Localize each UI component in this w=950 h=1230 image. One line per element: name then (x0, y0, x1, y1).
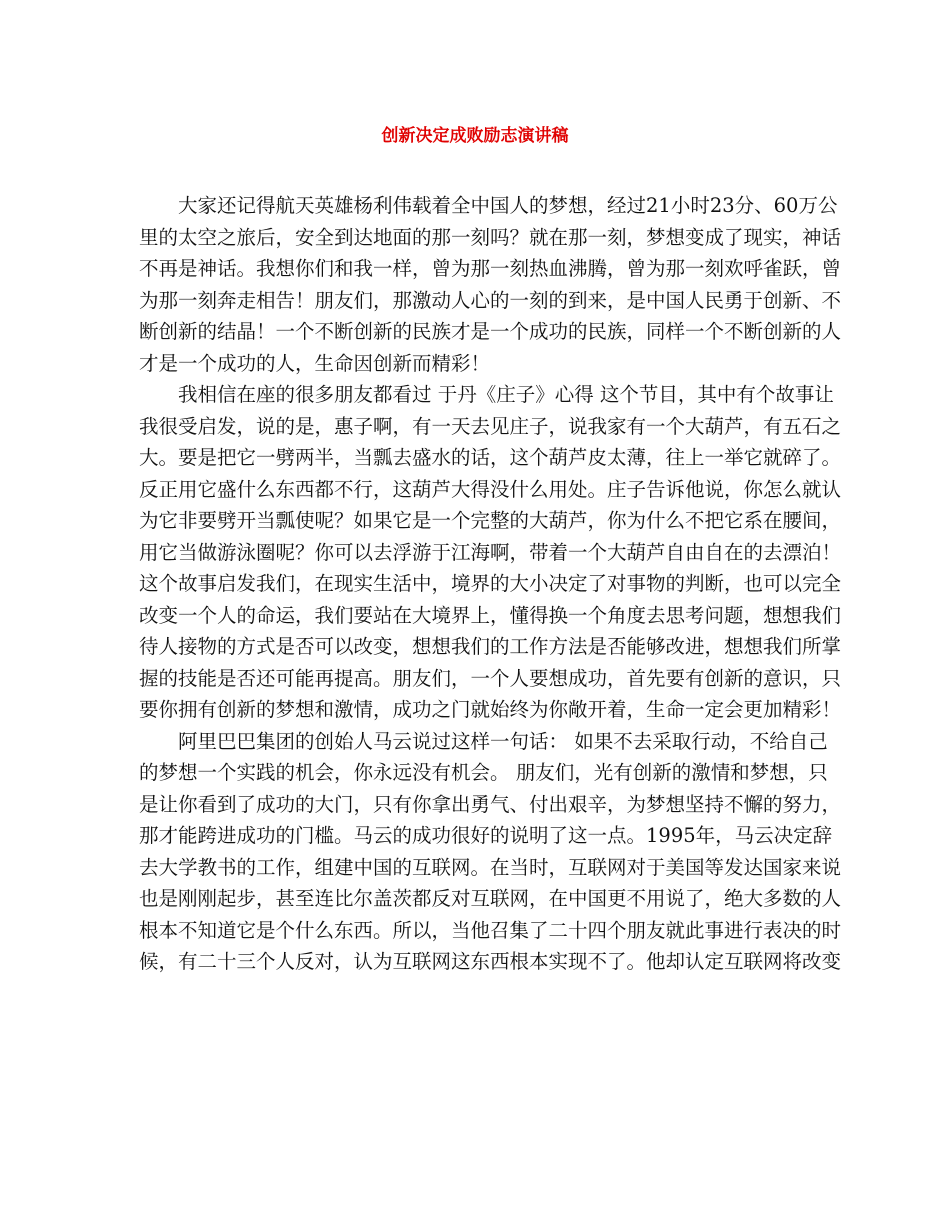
document-title: 创新决定成败励志演讲稿 (381, 126, 569, 146)
text-line: 大。要是把它一劈两半，当瓢去盛水的话，这个葫芦皮太薄，往上一举它就碎了。 (139, 446, 842, 469)
text-line: 握的技能是否还可能再提高。朋友们，一个人要想成功，首先要有创新的意识，只 (139, 666, 842, 690)
text-line: 候，有二十三个人反对，认为互联网这东西根本实现不了。他却认定互联网将改变 (139, 950, 842, 973)
text-line: 根本不知道它是个什么东西。所以，当他召集了二十四个朋友就此事进行表决的时 (139, 918, 842, 942)
text-line: 为它非要劈开当瓢使呢？如果它是一个完整的大葫芦，你为什么不把它系在腰间， (139, 509, 842, 532)
text-line: 改变一个人的命运，我们要站在大境界上，懂得换一个角度去思考问题，想想我们 (139, 603, 842, 627)
text-line: 要你拥有创新的梦想和激情，成功之门就始终为你敞开着，生命一定会更加精彩！ (139, 698, 842, 721)
text-line: 反正用它盛什么东西都不行，这葫芦大得没什么用处。庄子告诉他说，你怎么就认 (139, 477, 842, 501)
paragraph-1 (139, 190, 842, 379)
text-line: 那才能跨进成功的门槛。马云的成功很好的说明了这一点。1995年，马云决定辞 (139, 824, 833, 847)
text-line: 断创新的结晶！一个不断创新的民族才是一个成功的民族，同样一个不断创新的人 (139, 320, 842, 343)
text-line: 才是一个成功的人，生命因创新而精彩！ (139, 351, 491, 375)
text-line: 去大学教书的工作，组建中国的互联网。在当时，互联网对于美国等发达国家来说 (139, 855, 842, 879)
text-line: 我很受启发，说的是，惠子啊，有一天去见庄子，说我家有一个大葫芦，有五石之 (139, 414, 842, 438)
document-body (139, 190, 842, 978)
text-line: 为那一刻奔走相告！朋友们，那激动人心的一刻的到来，是中国人民勇于创新、不 (139, 288, 842, 312)
paragraph-2 (139, 379, 842, 726)
text-line: 用它当做游泳圈呢？你可以去浮游于江海啊，带着一个大葫芦自由自在的去漂泊！ (139, 540, 842, 564)
text-line: 里的太空之旅后，安全到达地面的那一刻吗？就在那一刻，梦想变成了现实，神话 (139, 225, 842, 249)
text-line: 不再是神话。我想你们和我一样，曾为那一刻热血沸腾，曾为那一刻欢呼雀跃，曾 (139, 257, 842, 280)
text-line: 这个故事启发我们，在现实生活中，境界的大小决定了对事物的判断，也可以完全 (139, 572, 842, 595)
text-line: 也是刚刚起步，甚至连比尔盖茨都反对互联网，在中国更不用说了，绝大多数的人 (139, 887, 842, 910)
text-line: 待人接物的方式是否可以改变，想想我们的工作方法是否能够改进，想想我们所掌 (139, 635, 842, 658)
text-line: 阿里巴巴集团的创始人马云说过这样一句话： 如果不去采取行动，不给自己 (178, 729, 828, 753)
text-line: 的梦想一个实践的机会，你永远没有机会。 朋友们，光有创新的激情和梦想，只 (139, 761, 828, 784)
paragraph-3 (139, 726, 842, 978)
text-line: 我相信在座的很多朋友都看过 于丹《庄子》心得 这个节目，其中有个故事让 (178, 383, 834, 406)
text-line: 是让你看到了成功的大门，只有你拿出勇气、付出艰辛，为梦想坚持不懈的努力， (139, 792, 842, 816)
text-line: 大家还记得航天英雄杨利伟载着全中国人的梦想，经过21小时23分、60万公 (178, 194, 838, 217)
